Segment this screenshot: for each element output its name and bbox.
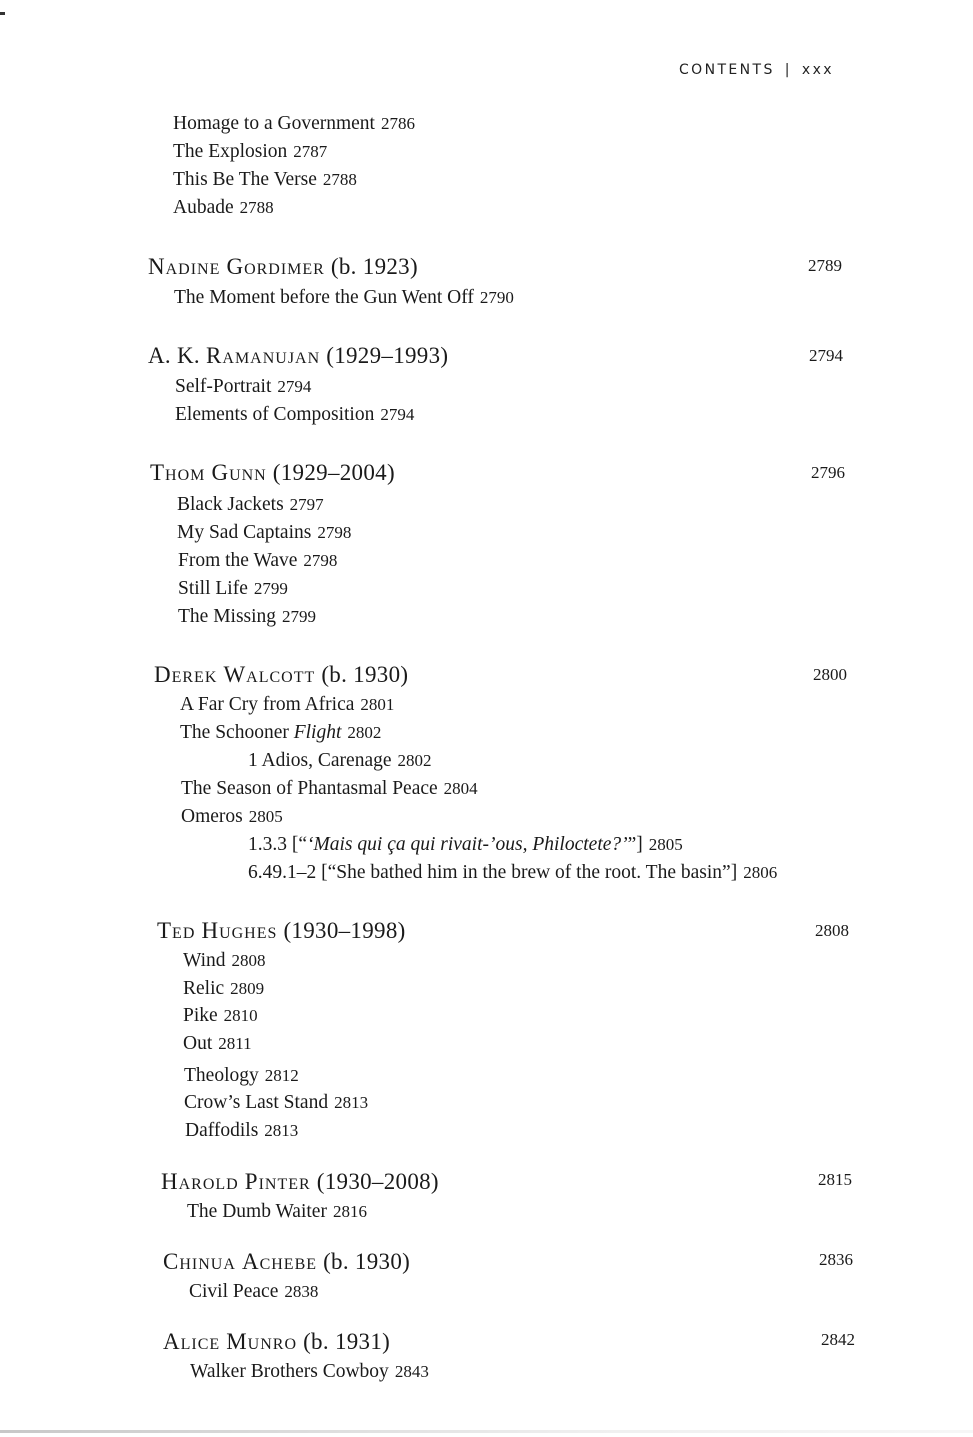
entry-title: Self-Portrait: [175, 376, 272, 397]
entry-page: 2843: [394, 1362, 429, 1381]
toc-entry[interactable]: [181, 775, 478, 803]
toc-entry[interactable]: [189, 1278, 318, 1306]
entry-page: 2809: [230, 979, 265, 998]
author-page: 2794: [809, 346, 843, 365]
toc-entry[interactable]: [173, 194, 274, 222]
toc-entry[interactable]: [177, 519, 351, 547]
entry-page: 2794: [380, 405, 415, 424]
author-last-name: Ramanujan: [206, 343, 321, 368]
author-first-name: Thom: [150, 460, 206, 485]
author-dates: (b. 1931): [303, 1329, 391, 1354]
author-dates: (1929–2004): [272, 460, 395, 485]
toc-entry[interactable]: [178, 603, 316, 631]
author-heading[interactable]: [161, 1167, 439, 1197]
entry-page: 2787: [293, 142, 328, 161]
author-page: 2842: [821, 1330, 855, 1349]
toc-entry[interactable]: [173, 166, 357, 194]
entry-title: Theology: [184, 1065, 259, 1086]
entry-title-italic: ‘Mais qui ça qui rivait-’ous, Philoctete?’: [307, 834, 628, 855]
toc-entry[interactable]: [187, 1198, 367, 1226]
author-last-name: Walcott: [223, 662, 316, 687]
entry-page: 2788: [239, 198, 274, 217]
entry-page: 2812: [264, 1066, 299, 1085]
author-heading[interactable]: [148, 252, 418, 282]
toc-entry[interactable]: [183, 1030, 252, 1058]
entry-page: 2811: [218, 1034, 252, 1053]
toc-entry[interactable]: [178, 575, 288, 603]
entry-page: 2805: [248, 807, 283, 826]
entry-title: Civil Peace: [189, 1281, 279, 1302]
author-dates: (b. 1923): [330, 254, 418, 279]
entry-page: 2838: [284, 1282, 319, 1301]
entry-page: 2798: [317, 523, 352, 542]
entry-title: Out: [183, 1033, 213, 1054]
author-dates: (1930–1998): [283, 918, 406, 943]
entry-page: 2802: [397, 751, 432, 770]
entry-page: 2805: [648, 835, 683, 854]
entry-title: From the Wave: [178, 550, 298, 571]
entry-title: A Far Cry from Africa: [180, 694, 355, 715]
entry-title: Wind: [183, 950, 226, 971]
author-heading[interactable]: [154, 660, 408, 690]
author-heading[interactable]: [163, 1327, 390, 1357]
toc-entry[interactable]: [175, 373, 311, 401]
author-first-name: Ted: [157, 918, 196, 943]
toc-entry[interactable]: [183, 975, 264, 1003]
author-heading[interactable]: [150, 458, 395, 488]
author-first-name: Harold: [161, 1169, 239, 1194]
page-bottom-edge: [0, 1430, 973, 1433]
entry-page: 2804: [443, 779, 478, 798]
entry-page: 2797: [289, 495, 324, 514]
entry-page: 2798: [303, 551, 338, 570]
author-heading[interactable]: [157, 916, 406, 946]
author-first-name: A. K.: [148, 343, 200, 368]
running-head-section: CONTENTS: [679, 62, 775, 78]
entry-title: Elements of Composition: [175, 404, 375, 425]
toc-entry[interactable]: [180, 719, 381, 747]
entry-page: 2790: [479, 288, 514, 307]
entry-page: 2788: [322, 170, 357, 189]
author-first-name: Derek: [154, 662, 218, 687]
author-dates: (b. 1930): [323, 1249, 411, 1274]
entry-title: The Season of Phantasmal Peace: [181, 778, 438, 799]
entry-page: 2808: [231, 951, 266, 970]
entry-title-suffix: ”]: [627, 834, 643, 855]
author-page: 2815: [818, 1170, 852, 1189]
entry-title: Daffodils: [185, 1120, 259, 1141]
toc-entry[interactable]: [183, 1002, 258, 1030]
entry-title: The Dumb Waiter: [187, 1201, 327, 1222]
entry-title: Omeros: [181, 806, 243, 827]
author-dates: (1930–2008): [316, 1169, 439, 1194]
entry-title: Homage to a Government: [173, 113, 375, 134]
entry-page: 2813: [264, 1121, 299, 1140]
entry-page: 2816: [332, 1202, 367, 1221]
author-dates: (b. 1930): [321, 662, 409, 687]
toc-entry[interactable]: [173, 138, 327, 166]
author-page: 2789: [808, 256, 842, 275]
toc-entry[interactable]: [184, 1062, 299, 1090]
entry-title-italic: Flight: [293, 722, 342, 743]
toc-entry[interactable]: [173, 110, 415, 138]
author-first-name: Alice: [163, 1329, 221, 1354]
entry-title: Aubade: [173, 197, 234, 218]
author-first-name: Chinua: [163, 1249, 236, 1274]
author-last-name: Gordimer: [226, 254, 325, 279]
author-last-name: Gunn: [211, 460, 267, 485]
author-heading[interactable]: [148, 341, 448, 371]
entry-page: 2799: [282, 607, 317, 626]
toc-entry[interactable]: [178, 547, 337, 575]
toc-entry[interactable]: [175, 401, 414, 429]
entry-page: 2801: [360, 695, 395, 714]
entry-title: Relic: [183, 978, 225, 999]
author-last-name: Achebe: [241, 1249, 318, 1274]
entry-title: 1 Adios, Carenage: [248, 750, 392, 771]
toc-subentry[interactable]: [248, 747, 432, 775]
entry-title: This Be The Verse: [173, 169, 317, 190]
scan-speck: [0, 12, 5, 15]
toc-entry[interactable]: [183, 947, 266, 975]
entry-page: 2786: [380, 114, 415, 133]
author-last-name: Hughes: [201, 918, 278, 943]
author-page: 2808: [815, 921, 849, 940]
entry-title: The Moment before the Gun Went Off: [174, 287, 474, 308]
author-page: 2836: [819, 1250, 853, 1269]
entry-page: 2799: [253, 579, 288, 598]
entry-title-prefix: 1.3.3 [“: [248, 834, 308, 855]
toc-entry[interactable]: [185, 1117, 298, 1145]
toc-entry[interactable]: [190, 1358, 429, 1386]
author-first-name: Nadine: [148, 254, 221, 279]
author-last-name: Munro: [226, 1329, 298, 1354]
author-dates: (1929–1993): [326, 343, 449, 368]
toc-subentry[interactable]: [248, 831, 683, 859]
toc-entry[interactable]: [174, 284, 514, 312]
entry-page: 2794: [277, 377, 312, 396]
author-page: 2800: [813, 665, 847, 684]
entry-title: Pike: [183, 1005, 218, 1026]
entry-title: The Explosion: [173, 141, 288, 162]
entry-title: Still Life: [178, 578, 248, 599]
entry-title: Crow’s Last Stand: [184, 1092, 329, 1113]
entry-title: My Sad Captains: [177, 522, 312, 543]
entry-title: The Missing: [178, 606, 277, 627]
author-last-name: Pinter: [244, 1169, 311, 1194]
entry-page: 2802: [347, 723, 382, 742]
entry-page: 2806: [743, 863, 778, 882]
entry-title: The Schooner: [180, 722, 289, 743]
toc-entry[interactable]: [184, 1089, 368, 1117]
entry-title: Black Jackets: [177, 494, 284, 515]
entry-page: 2810: [223, 1006, 258, 1025]
author-heading[interactable]: [163, 1247, 410, 1277]
entry-page: 2813: [334, 1093, 369, 1112]
entry-title: Walker Brothers Cowboy: [190, 1361, 389, 1382]
author-page: 2796: [811, 463, 845, 482]
toc-entry[interactable]: [181, 803, 283, 831]
running-head-separator: |: [784, 62, 792, 78]
running-head-page-number: xxx: [801, 62, 834, 78]
entry-title: 6.49.1–2 [“She bathed him in the brew of the root. The basin”]: [248, 862, 738, 883]
toc-entry[interactable]: [177, 491, 324, 519]
toc-entry[interactable]: [180, 691, 394, 719]
toc-subentry[interactable]: [248, 859, 777, 887]
running-head: [679, 62, 834, 78]
